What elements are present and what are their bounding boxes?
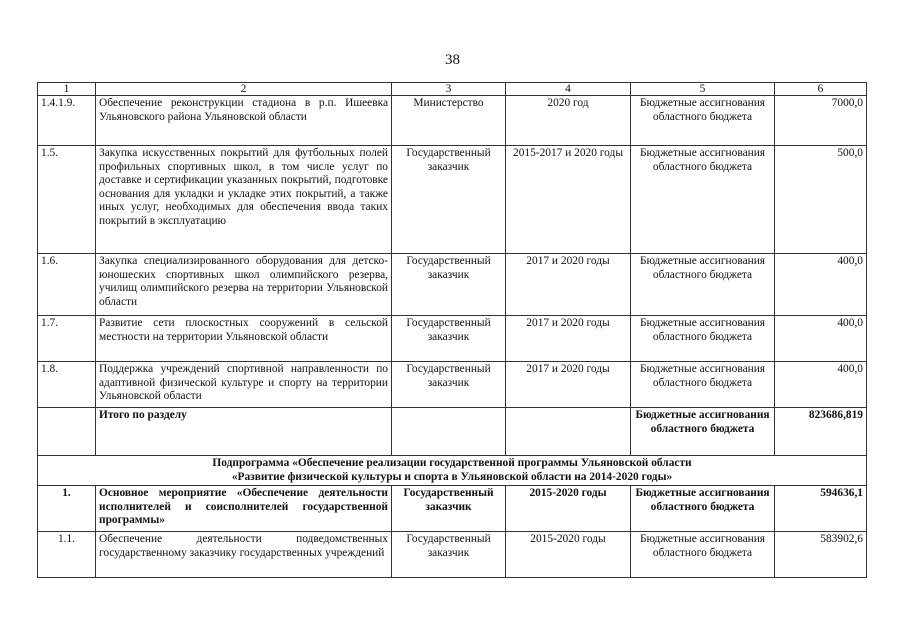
subprogram-row bbox=[38, 456, 867, 486]
row-number: 1.1. bbox=[38, 532, 96, 578]
column-number-row bbox=[38, 83, 867, 96]
row-name: Поддержка учреждений спортивной направленности по адаптивной физической культуре и спорту на территории Ульяновской области bbox=[96, 362, 392, 408]
row-source: Бюджетные ассигнования областного бюджета bbox=[631, 146, 775, 254]
row-source: Бюджетные ассигнования областного бюджета bbox=[631, 362, 775, 408]
row-number: 1.7. bbox=[38, 316, 96, 362]
total-period bbox=[506, 408, 631, 456]
column-header: 1 bbox=[38, 83, 96, 96]
table-row bbox=[38, 532, 867, 578]
row-executor: Государственный заказчик bbox=[392, 362, 506, 408]
row-period: 2015-2017 и 2020 годы bbox=[506, 146, 631, 254]
row-number: 1.8. bbox=[38, 362, 96, 408]
row-number: 1.4.1.9. bbox=[38, 96, 96, 146]
row-period: 2015-2020 годы bbox=[506, 486, 631, 532]
column-header: 5 bbox=[631, 83, 775, 96]
row-amount: 400,0 bbox=[775, 254, 867, 316]
column-header: 2 bbox=[96, 83, 392, 96]
row-amount: 400,0 bbox=[775, 316, 867, 362]
column-header: 6 bbox=[775, 83, 867, 96]
row-period: 2017 и 2020 годы bbox=[506, 362, 631, 408]
row-name: Закупка специализированного оборудования для детско-юношеских спортивных школ олимпийского резерва, училищ олимпийского резерва на территории Ульяновской области bbox=[96, 254, 392, 316]
total-source: Бюджетные ассигнования областного бюджета bbox=[631, 408, 775, 456]
row-source: Бюджетные ассигнования областного бюджета bbox=[631, 96, 775, 146]
page-number: 38 bbox=[445, 52, 460, 68]
row-source: Бюджетные ассигнования областного бюджета bbox=[631, 486, 775, 532]
table-row bbox=[38, 316, 867, 362]
total-amount: 823686,819 bbox=[775, 408, 867, 456]
total-label: Итого по разделу bbox=[96, 408, 392, 456]
row-source: Бюджетные ассигнования областного бюджета bbox=[631, 532, 775, 578]
row-number: 1.6. bbox=[38, 254, 96, 316]
table-row bbox=[38, 254, 867, 316]
total-number bbox=[38, 408, 96, 456]
row-executor: Государственный заказчик bbox=[392, 532, 506, 578]
row-name: Закупка искусственных покрытий для футбольных полей профильных спортивных школ, в том числе услуг по доставке и сертификации указанных покрытий, подготовке основания для укладки и укладке этих покрытий, а также иных услуг, необходимых для обеспечения ввода таких покрытий в эксплуатацию bbox=[96, 146, 392, 254]
row-executor: Государственный заказчик bbox=[392, 146, 506, 254]
row-executor: Государственный заказчик bbox=[392, 486, 506, 532]
row-amount: 583902,6 bbox=[775, 532, 867, 578]
row-executor: Государственный заказчик bbox=[392, 316, 506, 362]
row-name: Основное мероприятие «Обеспечение деятельности исполнителей и соисполнителей государственной программы» bbox=[96, 486, 392, 532]
row-amount: 500,0 bbox=[775, 146, 867, 254]
column-header: 4 bbox=[506, 83, 631, 96]
total-row bbox=[38, 408, 867, 456]
row-executor: Министерство bbox=[392, 96, 506, 146]
row-name: Обеспечение реконструкции стадиона в р.п. Ишеевка Ульяновского района Ульяновской области bbox=[96, 96, 392, 146]
row-period: 2017 и 2020 годы bbox=[506, 254, 631, 316]
row-period: 2020 год bbox=[506, 96, 631, 146]
row-period: 2017 и 2020 годы bbox=[506, 316, 631, 362]
row-amount: 7000,0 bbox=[775, 96, 867, 146]
row-name: Развитие сети плоскостных сооружений в сельской местности на территории Ульяновской области bbox=[96, 316, 392, 362]
row-number: 1.5. bbox=[38, 146, 96, 254]
column-header: 3 bbox=[392, 83, 506, 96]
row-name: Обеспечение деятельности подведомственных государственному заказчику государственных учреждений bbox=[96, 532, 392, 578]
program-table bbox=[37, 82, 867, 578]
subprogram-title-line1: Подпрограмма «Обеспечение реализации государственной программы Ульяновской области bbox=[212, 457, 692, 469]
total-executor bbox=[392, 408, 506, 456]
table-row bbox=[38, 146, 867, 254]
table-row bbox=[38, 362, 867, 408]
row-amount: 400,0 bbox=[775, 362, 867, 408]
row-source: Бюджетные ассигнования областного бюджета bbox=[631, 254, 775, 316]
row-number: 1. bbox=[38, 486, 96, 532]
subprogram-title-line2: «Развитие физической культуры и спорта в Ульяновской области на 2014-2020 годы» bbox=[231, 470, 673, 483]
row-period: 2015-2020 годы bbox=[506, 532, 631, 578]
row-amount: 594636,1 bbox=[775, 486, 867, 532]
row-source: Бюджетные ассигнования областного бюджета bbox=[631, 316, 775, 362]
subprogram-heading bbox=[38, 456, 867, 486]
row-executor: Государственный заказчик bbox=[392, 254, 506, 316]
table-row bbox=[38, 486, 867, 532]
table-row bbox=[38, 96, 867, 146]
